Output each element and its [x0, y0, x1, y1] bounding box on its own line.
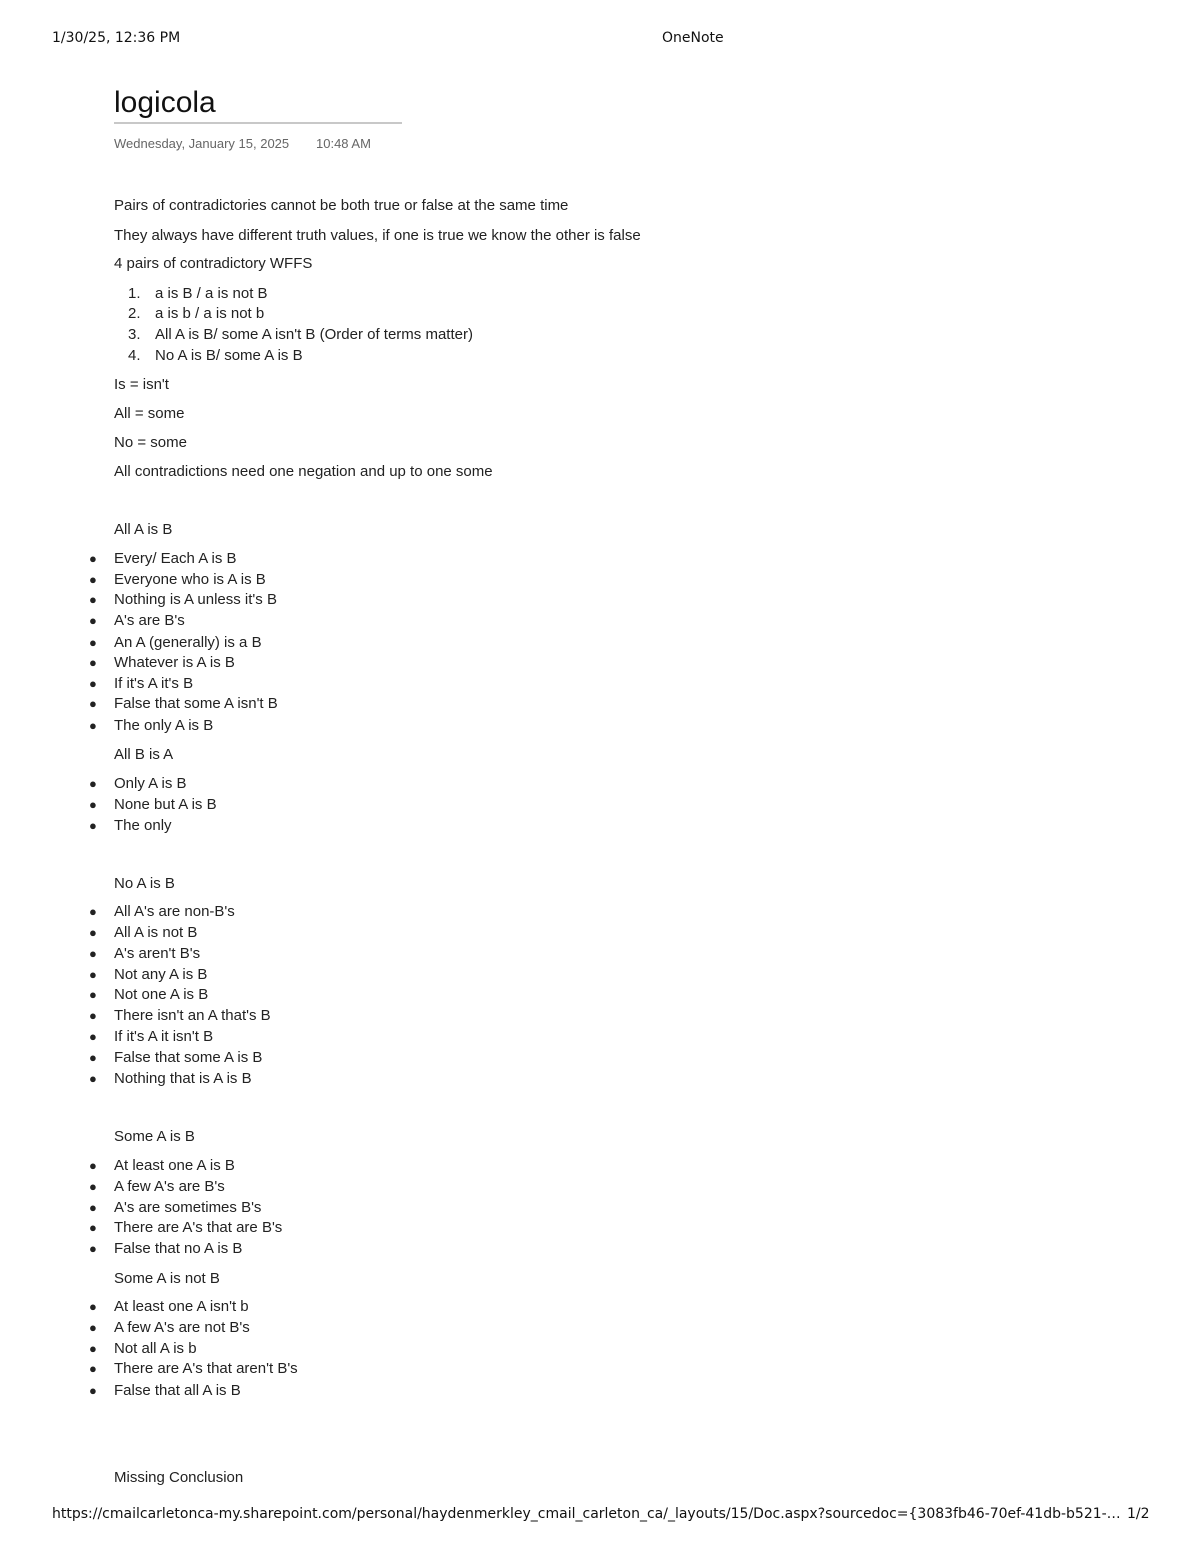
bullet-item — [89, 1070, 252, 1088]
bullet-item — [89, 1178, 225, 1196]
bullet-icon: ● — [89, 797, 97, 812]
bullet-text: All A is not B — [114, 924, 198, 941]
list-item-text: a is B / a is not B — [155, 285, 268, 302]
bullet-text: False that some A isn't B — [114, 695, 278, 712]
print-footer-page-number: 1/2 — [1127, 1506, 1150, 1522]
bullet-text: There are A's that are B's — [114, 1219, 283, 1236]
section-heading-no-a-is-b: No A is B — [114, 875, 175, 892]
bullet-icon: ● — [89, 1200, 97, 1215]
print-header-datetime: 1/30/25, 12:36 PM — [52, 30, 181, 46]
bullet-item — [89, 550, 237, 568]
bullet-item — [89, 1007, 271, 1025]
section-heading-some-a-is-not-b: Some A is not B — [114, 1270, 220, 1287]
bullet-text: None but A is B — [114, 796, 217, 813]
numbered-list-item — [128, 285, 268, 303]
bullet-text: Every/ Each A is B — [114, 550, 237, 567]
bullet-item — [89, 986, 208, 1004]
bullet-text: False that no A is B — [114, 1240, 243, 1257]
bullet-icon: ● — [89, 925, 97, 940]
bullet-item — [89, 945, 200, 963]
bullet-icon: ● — [89, 1361, 97, 1376]
bullet-text: The only A is B — [114, 717, 214, 734]
bullet-item — [89, 1340, 197, 1358]
section-heading-missing-conclusion: Missing Conclusion — [114, 1469, 244, 1486]
rule-line: Is = isn't — [114, 376, 169, 393]
bullet-item — [89, 1298, 249, 1316]
numbered-list-item — [128, 305, 264, 323]
bullet-icon: ● — [89, 1341, 97, 1356]
bullet-icon: ● — [89, 655, 97, 670]
intro-line: Pairs of contradictories cannot be both true or false at the same time — [114, 197, 569, 214]
bullet-icon: ● — [89, 1008, 97, 1023]
bullet-text: Nothing is A unless it's B — [114, 591, 277, 608]
bullet-item — [89, 1157, 235, 1175]
bullet-text: False that all A is B — [114, 1382, 241, 1399]
bullet-item — [89, 1028, 213, 1046]
section-heading-some-a-is-b: Some A is B — [114, 1128, 195, 1145]
bullet-item — [89, 796, 217, 814]
bullet-item — [89, 1360, 298, 1378]
bullet-text: There isn't an A that's B — [114, 1007, 271, 1024]
bullet-item — [89, 675, 193, 693]
numbered-list-item — [128, 326, 473, 344]
bullet-text: A's are B's — [114, 612, 185, 629]
bullet-item — [89, 1382, 241, 1400]
rule-line: All = some — [114, 405, 185, 422]
bullet-item — [89, 1240, 242, 1258]
bullet-text: If it's A it isn't B — [114, 1028, 214, 1045]
bullet-text: If it's A it's B — [114, 675, 194, 692]
rule-line: All contradictions need one negation and up to one some — [114, 463, 493, 480]
bullet-item — [89, 717, 213, 735]
bullet-icon: ● — [89, 904, 97, 919]
bullet-icon: ● — [89, 551, 97, 566]
bullet-icon: ● — [89, 1050, 97, 1065]
list-number: 2. — [128, 305, 141, 322]
bullet-icon: ● — [89, 776, 97, 791]
bullet-text: A few A's are not B's — [114, 1319, 250, 1336]
bullet-icon: ● — [89, 1241, 97, 1256]
bullet-text: At least one A is B — [114, 1157, 235, 1174]
bullet-item — [89, 612, 185, 630]
note-time: 10:48 AM — [316, 136, 371, 151]
bullet-item — [89, 1199, 261, 1217]
bullet-item — [89, 924, 197, 942]
section-heading-all-a-is-b: All A is B — [114, 521, 173, 538]
intro-line: 4 pairs of contradictory WFFS — [114, 255, 313, 272]
print-footer-url: https://cmailcarletonca-my.sharepoint.com/personal/haydenmerkley_cmail_carleton_ca/_layouts/15/Doc.aspx?sourcedoc={3083fb46-70ef-41db-b521-… — [52, 1506, 1121, 1522]
bullet-item — [89, 903, 235, 921]
bullet-text: Not one A is B — [114, 986, 209, 1003]
bullet-icon: ● — [89, 967, 97, 982]
bullet-icon: ● — [89, 946, 97, 961]
bullet-icon: ● — [89, 1179, 97, 1194]
bullet-item — [89, 817, 172, 835]
rule-line: No = some — [114, 434, 187, 451]
bullet-item — [89, 591, 277, 609]
bullet-icon: ● — [89, 1158, 97, 1173]
intro-line: They always have different truth values, if one is true we know the other is false — [114, 227, 641, 244]
bullet-icon: ● — [89, 818, 97, 833]
bullet-icon: ● — [89, 1299, 97, 1314]
bullet-icon: ● — [89, 572, 97, 587]
bullet-text: There are A's that aren't B's — [114, 1360, 298, 1377]
bullet-item — [89, 654, 235, 672]
list-item-text: a is b / a is not b — [155, 305, 265, 322]
bullet-icon: ● — [89, 1220, 97, 1235]
bullet-icon: ● — [89, 613, 97, 628]
bullet-text: False that some A is B — [114, 1049, 263, 1066]
bullet-text: Only A is B — [114, 775, 187, 792]
bullet-icon: ● — [89, 1071, 97, 1086]
bullet-text: The only — [114, 817, 172, 834]
bullet-icon: ● — [89, 1383, 97, 1398]
bullet-text: A's are sometimes B's — [114, 1199, 262, 1216]
bullet-icon: ● — [89, 987, 97, 1002]
list-number: 4. — [128, 347, 141, 364]
bullet-text: A few A's are B's — [114, 1178, 225, 1195]
bullet-text: All A's are non-B's — [114, 903, 235, 920]
numbered-list-item — [128, 347, 303, 365]
section-heading-all-b-is-a: All B is A — [114, 746, 174, 763]
bullet-item — [89, 1219, 282, 1237]
print-header-app-name: OneNote — [662, 30, 724, 46]
bullet-item — [89, 1319, 250, 1337]
bullet-text: Whatever is A is B — [114, 654, 235, 671]
title-underline — [114, 122, 402, 124]
list-number: 1. — [128, 285, 141, 302]
bullet-item — [89, 775, 187, 793]
list-number: 3. — [128, 326, 141, 343]
bullet-item — [89, 1049, 262, 1067]
bullet-icon: ● — [89, 635, 97, 650]
bullet-icon: ● — [89, 718, 97, 733]
bullet-text: Not all A is b — [114, 1340, 197, 1357]
bullet-text: A's aren't B's — [114, 945, 201, 962]
bullet-text: Nothing that is A is B — [114, 1070, 252, 1087]
bullet-icon: ● — [89, 696, 97, 711]
list-item-text: All A is B/ some A isn't B (Order of terms matter) — [155, 326, 473, 343]
bullet-text: Everyone who is A is B — [114, 571, 266, 588]
bullet-item — [89, 966, 207, 984]
list-item-text: No A is B/ some A is B — [155, 347, 303, 364]
bullet-text: At least one A isn't b — [114, 1298, 249, 1315]
bullet-icon: ● — [89, 676, 97, 691]
bullet-item — [89, 571, 266, 589]
bullet-text: Not any A is B — [114, 966, 208, 983]
note-date: Wednesday, January 15, 2025 — [114, 136, 290, 151]
bullet-item — [89, 695, 278, 713]
bullet-item — [89, 634, 262, 652]
page-title[interactable]: logicola — [114, 86, 216, 119]
bullet-icon: ● — [89, 1029, 97, 1044]
bullet-text: An A (generally) is a B — [114, 634, 262, 651]
bullet-icon: ● — [89, 592, 97, 607]
bullet-icon: ● — [89, 1320, 97, 1335]
